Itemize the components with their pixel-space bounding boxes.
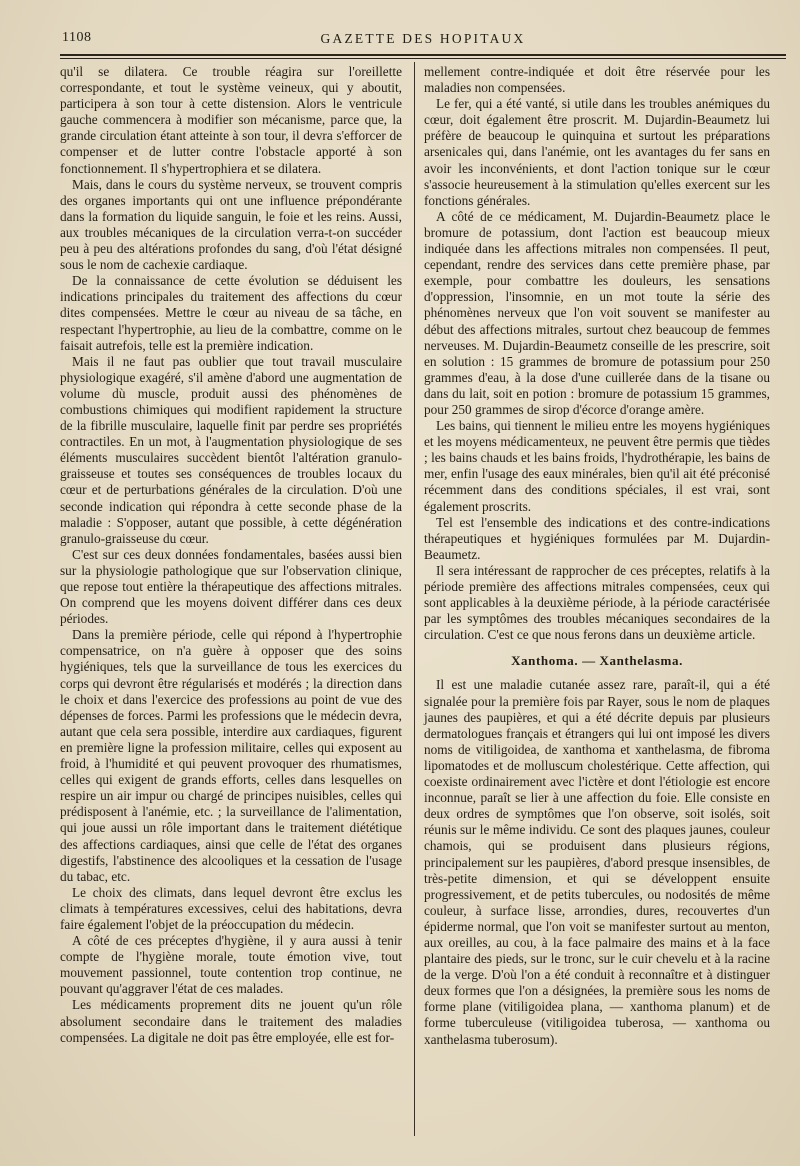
paragraph: De la connaissance de cette évolution se déduisent les indications principales du traitement des affections du cœur dites compensées. Mettre le cœur au niveau de sa tâche, en respectant l'hypertrophie, au lieu de la combattre, comme on le faisait autrefois, telle est la première indication. (60, 273, 402, 353)
header-rule-thin (60, 58, 786, 59)
paragraph: Mais, dans le cours du système nerveux, se trouvent compris des organes importants qui ont une influence prépondérante dans la formation du liquide sanguin, le foie et les reins. Aussi, aux troubles mécaniques de la circulation verra-t-on succéder peu à peu des altérations profondes du sang, d'où l'état désigné sous le nom de cachexie cardiaque. (60, 176, 402, 273)
paragraph: mellement contre-indiquée et doit être réservée pour les maladies non compensées. (424, 64, 770, 96)
paragraph: A côté de ce médicament, M. Dujardin-Beaumetz place le bromure de potassium, dont l'action est beaucoup mieux indiquée dans les affections mitrales non compensées. Il peut, cependant, rendre des services dans cette première phase, par exemple, pour combattre les douleurs, les sensations d'oppression, l'insomnie, en un mot toute la série des phénomènes nerveux que l'on voit souvent se manifester au début des affections mitrales, surtout chez beaucoup de femmes nerveuses. M. Dujardin-Beaumetz conseille de les prescrire, soit en solution : 15 grammes de bromure de potassium pour 250 grammes d'eau, à la dose d'une cuillerée dans de la tisane ou dans du lait, soit en potion : bromure de potassium 15 grammes, pour 250 grammes de sirop d'écorce d'orange amère. (424, 208, 770, 417)
paragraph: Il sera intéressant de rapprocher de ces préceptes, relatifs à la période première des affections mitrales compensées, ceux qui sont applicables à la deuxième période, à la période caractérisée par les symptômes des troubles mécaniques secondaires de la circulation. C'est ce que nous ferons dans un deuxième article. (424, 562, 770, 643)
paragraph: Les médicaments proprement dits ne jouent qu'un rôle absolument secondaire dans le traitement des maladies compensées. La digitale ne doit pas être employée, elle est for- (60, 997, 402, 1045)
column-divider (414, 62, 415, 1136)
paragraph: Le fer, qui a été vanté, si utile dans les troubles anémiques du cœur, doit également être proscrit. M. Dujardin-Beaumetz lui préfère de beaucoup le quinquina et surtout les préparations arsenicales qui, dans l'anémie, ont les avantages du fer sans en avoir les inconvénients, et dont l'action tonique sur le cœur s'associe heureusement à la stimulation qu'elles exercent sur les fonctions générales. (424, 96, 770, 208)
page-number: 1108 (62, 30, 92, 45)
right-column (424, 64, 770, 1048)
section-heading: Xanthoma. — Xanthelasma. (511, 653, 683, 669)
journal-title: GAZETTE DES HOPITAUX (320, 31, 526, 46)
paragraph: Mais il ne faut pas oublier que tout travail musculaire physiologique exagéré, s'il amène d'abord une augmentation de volume dù muscle, produit aussi des phénomènes de combustions chimiques qui modifient rapidement la structure de la fibrille musculaire, laquelle finit par perdre ses propriétés contractiles. En un mot, à l'augmentation physiologique de ses éléments musculaires succèdent bientôt l'altération granulo-graisseuse et toutes ses conséquences de troubles locaux du cœur et de perturbations générales de la circulation. D'où une seconde indication qui répondra à cette seconde phase de la maladie : S'opposer, autant que possible, à cette dégénération granulo-graisseuse du cœur. (60, 353, 402, 546)
page-header (62, 30, 784, 52)
paragraph: Les bains, qui tiennent le milieu entre les moyens hygiéniques et les moyens médicamenteux, ne peuvent être permis que tièdes ; les bains chauds et les bains froids, l'hydrothérapie, les bains de mer, enfin l'usage des eaux minérales, bien qu'il ait été préconisé récemment dans des conditions spéciales, il est vrai, sont également proscrits. (424, 418, 770, 514)
paragraph: Il est une maladie cutanée assez rare, paraît-il, qui a été signalée pour la première fois par Rayer, sous le nom de plaques jaunes des paupières, et qui a été décrite depuis par plusieurs dermatologues français et étrangers qui lui ont imposé les divers noms de vitiligoidea, de xanthoma et xanthelasma, de fibroma lipomatodes et de molluscum cholestérique. Cette affection, qui coexiste ordinairement avec l'ictère et dont l'étiologie est encore inconnue, paraît se lier à une affection du foie. Elle consiste en deux ordres de symptômes que l'on observe, soit isolés, soit réunis sur le même individu. Ce sont des plaques jaunes, couleur chamois, qui se produisent dans plusieurs régions, principalement sur les paupières, d'abord presque insensibles, de très-petite dimension, et qui se développent ensuite progressivement, et de petits tubercules, ou nodosités de même couleur, à surface lisse, arrondies, dures, recouvertes d'un épiderme normal, que l'on voit se manifester surtout au menton, aux oreilles, au cou, à la face palmaire des mains et à la face plantaire des pieds, sur le tronc, sur le cuir chevelu et à la racine de la verge. D'où l'on a été conduit à reconnaître et à distinguer deux formes que l'on a désignées, la première sous les noms de forme plane (vitiligoidea plana, — xanthoma planum) et de forme tuberculeuse (vitiligoidea tuberosa, — xanthoma ou xanthelasma tuberosum). (424, 677, 770, 1047)
header-rule-thick (60, 54, 786, 56)
paragraph: Le choix des climats, dans lequel devront être exclus les climats à températures excessives, celui des habitations, devra faire également l'objet de la préoccupation du médecin. (60, 884, 402, 932)
paragraph: C'est sur ces deux données fondamentales, basées aussi bien sur la physiologie pathologique que sur l'observation clinique, que repose tout entière la thérapeutique des affections mitrales. On comprend que les moyens doivent différer dans ces deux périodes. (60, 546, 402, 627)
left-column (60, 64, 402, 1046)
paragraph: A côté de ces préceptes d'hygiène, il y aura aussi à tenir compte de l'hygiène morale, toute émotion vive, tout mouvement passionnel, toute contention trop continue, ne pouvant qu'aggraver l'état de ces malades. (60, 933, 402, 997)
paragraph: Dans la première période, celle qui répond à l'hypertrophie compensatrice, on n'a guère à opposer que des soins hygiéniques, tels que la surveillance de tous les exercices du corps qui devront être régularisés et modérés ; la direction dans le choix et dans l'exercice des professions au point de vue des dépenses de forces. Parmi les professions que le médecin devra, autant que cela sera possible, interdire aux cardiaques, figurent en première ligne la profession militaire, celles qui exposent au froid, à l'humidité et qui peuvent provoquer des rhumatismes, celles qui exigent de grands efforts, celles dans lesquelles on respire un air impur ou chargé de principes nuisibles, celles qui prédisposent à l'anémie, etc. ; la surveillance de l'alimentation, qui joue aussi un rôle important dans le traitement diététique des affections cardiaques, ainsi que celle de l'état des organes digestifs, l'abstinence des alcooliques et la cessation de l'usage du tabac, etc. (60, 627, 402, 884)
paragraph: qu'il se dilatera. Ce trouble réagira sur l'oreillette correspondante, et tout le système veineux, qui y aboutit, participera à son tour à cette distension. Alors le ventricule gauche commencera à modifier son mécanisme, parce que, la grande circulation étant atteinte à son tour, il devra s'efforcer de compenser et de lutter contre l'obstacle apporté à son fonctionnement. Il s'hypertrophiera et se dilatera. (60, 64, 402, 176)
paragraph: Tel est l'ensemble des indications et des contre-indications thérapeutiques et hygiéniques formulées par M. Dujardin-Beaumetz. (424, 514, 770, 562)
